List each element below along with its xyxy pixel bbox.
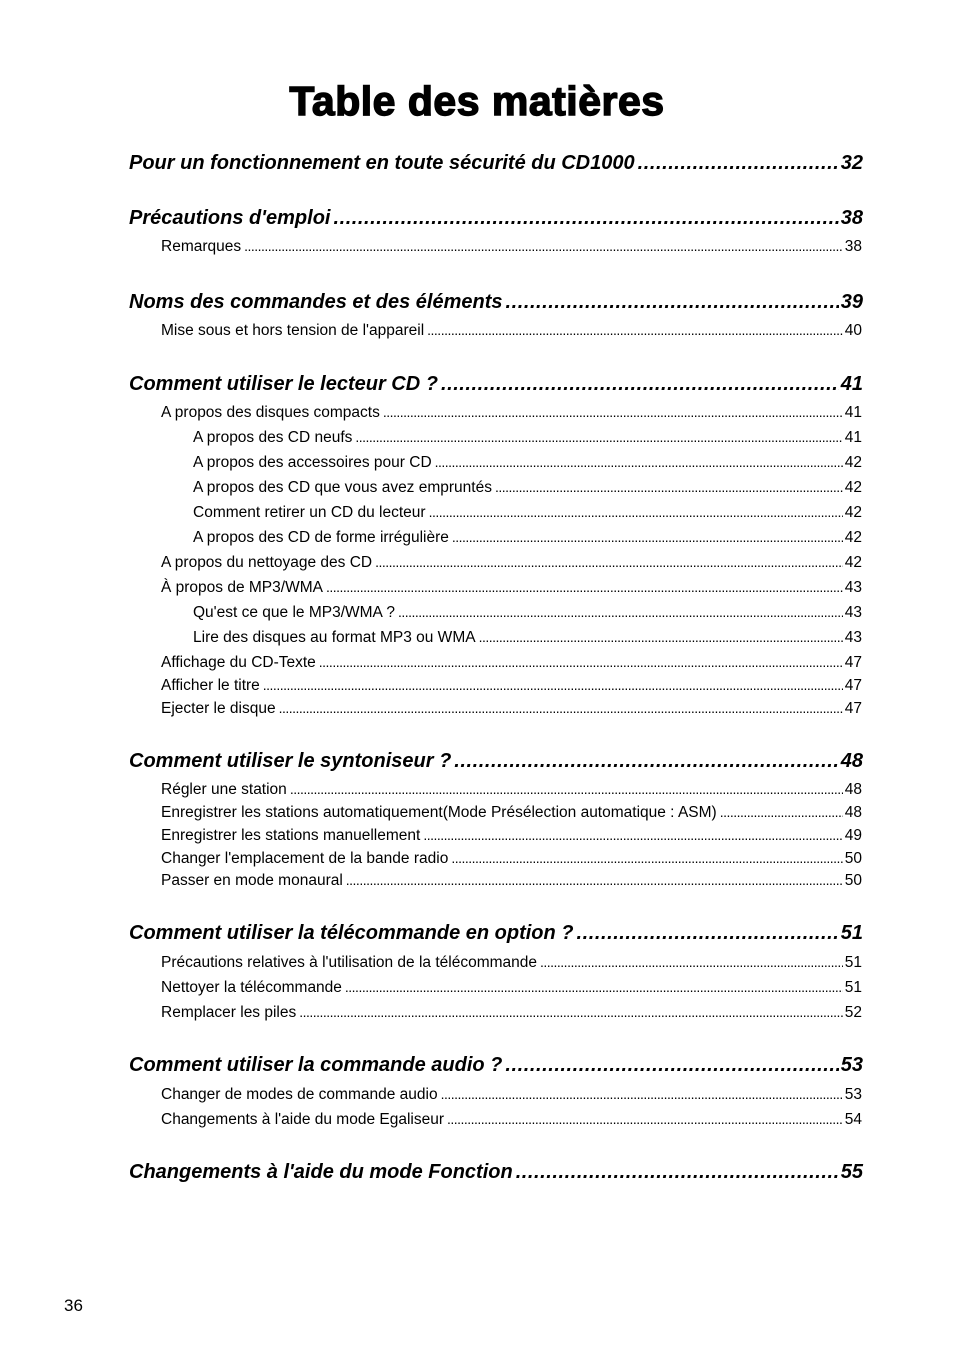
toc-page-number: 51 — [840, 922, 863, 944]
toc-page-number: 42 — [844, 454, 862, 471]
toc-dot-leader — [540, 954, 843, 970]
toc-entry-title: Changements à l'aide du mode Fonction — [129, 1161, 513, 1183]
toc-dot-leader — [505, 291, 838, 314]
toc-entry-title: Régler une station — [161, 781, 287, 798]
toc-entry[interactable] — [161, 1086, 862, 1104]
toc-entry-title: A propos des CD que vous avez empruntés — [193, 479, 492, 496]
toc-page-number: 38 — [840, 207, 863, 229]
toc-page-number: 48 — [844, 781, 862, 798]
toc-page-number: 51 — [844, 954, 862, 971]
toc-chapter[interactable] — [129, 1161, 863, 1184]
toc-dot-leader — [495, 479, 843, 495]
toc-dot-leader — [479, 629, 843, 645]
toc-entry-title: A propos des CD de forme irrégulière — [193, 529, 449, 546]
toc-dot-leader — [319, 654, 843, 670]
toc-entry-title: Remplacer les piles — [161, 1004, 297, 1021]
toc-dot-leader — [505, 1054, 838, 1077]
toc-page-number: 53 — [840, 1054, 863, 1076]
toc-page-number: 38 — [844, 238, 862, 255]
toc-entry-title: Changer l'emplacement de la bande radio — [161, 850, 449, 867]
toc-entry[interactable] — [161, 579, 862, 597]
toc-entry-title: Changements à l'aide du mode Egaliseur — [161, 1111, 444, 1128]
toc-entry[interactable] — [161, 850, 862, 868]
toc-dot-leader — [435, 454, 843, 470]
toc-dot-leader — [429, 504, 843, 520]
toc-entry[interactable] — [193, 629, 862, 647]
toc-entry[interactable] — [161, 1004, 862, 1022]
toc-entry-title: Qu'est ce que le MP3/WMA ? — [193, 604, 395, 621]
toc-entry-title: Mise sous et hors tension de l'appareil — [161, 322, 425, 339]
toc-dot-leader — [451, 850, 842, 866]
toc-dot-leader — [333, 207, 838, 230]
toc-dot-leader — [447, 1111, 843, 1127]
toc-entry[interactable] — [193, 504, 862, 522]
toc-chapter[interactable] — [129, 207, 863, 230]
toc-entry-title: Précautions relatives à l'utilisation de la télécommande — [161, 954, 538, 971]
toc-dot-leader — [355, 429, 842, 445]
toc-page-number: 41 — [840, 373, 863, 395]
toc-page-number: 32 — [840, 152, 863, 174]
toc-entry-title: Ejecter le disque — [161, 700, 276, 717]
toc-entry-title: Affichage du CD-Texte — [161, 654, 316, 671]
toc-page-number: 41 — [844, 404, 862, 421]
toc-dot-leader — [423, 827, 842, 843]
toc-dot-leader — [263, 677, 843, 693]
toc-entry-title: Nettoyer la télécommande — [161, 979, 342, 996]
toc-entry[interactable] — [161, 654, 862, 672]
toc-entry-title: Comment utiliser le syntoniseur ? — [129, 750, 452, 772]
toc-entry[interactable] — [193, 604, 862, 622]
toc-entry-title: A propos des accessoires pour CD — [193, 454, 432, 471]
toc-entry[interactable] — [161, 979, 862, 997]
toc-entry[interactable] — [161, 954, 862, 972]
toc-page-number: 41 — [844, 429, 862, 446]
toc-entry[interactable] — [161, 554, 862, 572]
toc-page-number: 40 — [844, 322, 862, 339]
toc-dot-leader — [638, 152, 839, 175]
toc-page-number: 42 — [844, 529, 862, 546]
toc-dot-leader — [427, 322, 843, 338]
toc-page-number: 43 — [844, 579, 862, 596]
toc-entry-title: Afficher le titre — [161, 677, 260, 694]
toc-dot-leader — [290, 781, 843, 797]
toc-entry[interactable] — [161, 404, 862, 422]
toc-entry[interactable] — [161, 781, 862, 799]
toc-dot-leader — [516, 1161, 839, 1184]
toc-entry-title: Comment retirer un CD du lecteur — [193, 504, 426, 521]
toc-page-number: 48 — [844, 804, 862, 821]
toc-dot-leader — [720, 804, 843, 820]
toc-dot-leader — [441, 373, 839, 396]
toc-entry-title: A propos du nettoyage des CD — [161, 554, 373, 571]
toc-entry-title: Remarques — [161, 238, 242, 255]
toc-page-number: 53 — [844, 1086, 862, 1103]
toc-dot-leader — [244, 238, 843, 254]
toc-entry[interactable] — [161, 827, 862, 845]
toc-entry[interactable] — [161, 322, 862, 340]
toc-dot-leader — [383, 404, 843, 420]
toc-dot-leader — [452, 529, 843, 545]
toc-page-number: 42 — [844, 554, 862, 571]
toc-entry-title: Changer de modes de commande audio — [161, 1086, 438, 1103]
toc-dot-leader — [577, 922, 839, 945]
toc-entry-title: A propos des CD neufs — [193, 429, 353, 446]
toc-page-number: 47 — [844, 677, 862, 694]
toc-chapter[interactable] — [129, 152, 863, 175]
toc-entry[interactable] — [193, 429, 862, 447]
toc-page-number: 43 — [844, 629, 862, 646]
toc-dot-leader — [345, 979, 843, 995]
toc-entry[interactable] — [193, 479, 862, 497]
toc-dot-leader — [441, 1086, 843, 1102]
toc-page-number: 51 — [844, 979, 862, 996]
toc-dot-leader — [299, 1004, 843, 1020]
toc-chapter[interactable] — [129, 291, 863, 314]
toc-entry[interactable] — [161, 677, 862, 695]
toc-entry[interactable] — [193, 529, 862, 547]
toc-entry[interactable] — [161, 804, 862, 822]
toc-dot-leader — [398, 604, 843, 620]
toc-entry-title: Enregistrer les stations automatiquement(Mode Présélection automatique : ASM) — [161, 804, 717, 821]
toc-page-number: 47 — [844, 700, 862, 717]
toc-entry-title: Précautions d'emploi — [129, 207, 331, 229]
toc-dot-leader — [346, 872, 843, 888]
toc-page-number: 50 — [844, 850, 862, 867]
toc-page-number: 43 — [844, 604, 862, 621]
toc-page-number: 48 — [840, 750, 863, 772]
toc-dot-leader — [375, 554, 843, 570]
toc-entry-title: Passer en mode monaural — [161, 872, 343, 889]
toc-page-number: 54 — [844, 1111, 862, 1128]
toc-entry-title: À propos de MP3/WMA — [161, 579, 323, 596]
toc-chapter[interactable] — [129, 750, 863, 773]
toc-entry-title: A propos des disques compacts — [161, 404, 380, 421]
toc-page-number: 50 — [844, 872, 862, 889]
toc-chapter[interactable] — [129, 373, 863, 396]
toc-chapter[interactable] — [129, 1054, 863, 1077]
toc-entry-title: Comment utiliser la télécommande en option ? — [129, 922, 574, 944]
toc-page-number: 42 — [844, 504, 862, 521]
toc-entry-title: Comment utiliser la commande audio ? — [129, 1054, 503, 1076]
toc-page-number: 49 — [844, 827, 862, 844]
page-title: Table des matières — [289, 78, 665, 124]
toc-page-number: 42 — [844, 479, 862, 496]
toc-entry[interactable] — [193, 454, 862, 472]
toc-entry[interactable] — [161, 238, 862, 256]
toc-page-number: 55 — [840, 1161, 863, 1183]
toc-entry[interactable] — [161, 872, 862, 890]
toc-page-number: 39 — [840, 291, 863, 313]
page-number: 36 — [64, 1296, 83, 1315]
toc-entry[interactable] — [161, 700, 862, 718]
toc-entry-title: Noms des commandes et des éléments — [129, 291, 503, 313]
toc-dot-leader — [279, 700, 843, 716]
toc-chapter[interactable] — [129, 922, 863, 945]
toc-entry-title: Pour un fonctionnement en toute sécurité du CD1000 — [129, 152, 635, 174]
toc-dot-leader — [326, 579, 843, 595]
toc-entry-title: Lire des disques au format MP3 ou WMA — [193, 629, 476, 646]
toc-entry-title: Enregistrer les stations manuellement — [161, 827, 421, 844]
toc-page-number: 52 — [844, 1004, 862, 1021]
toc-entry-title: Comment utiliser le lecteur CD ? — [129, 373, 438, 395]
toc-page-number: 47 — [844, 654, 862, 671]
toc-entry[interactable] — [161, 1111, 862, 1129]
toc-dot-leader — [454, 750, 838, 773]
